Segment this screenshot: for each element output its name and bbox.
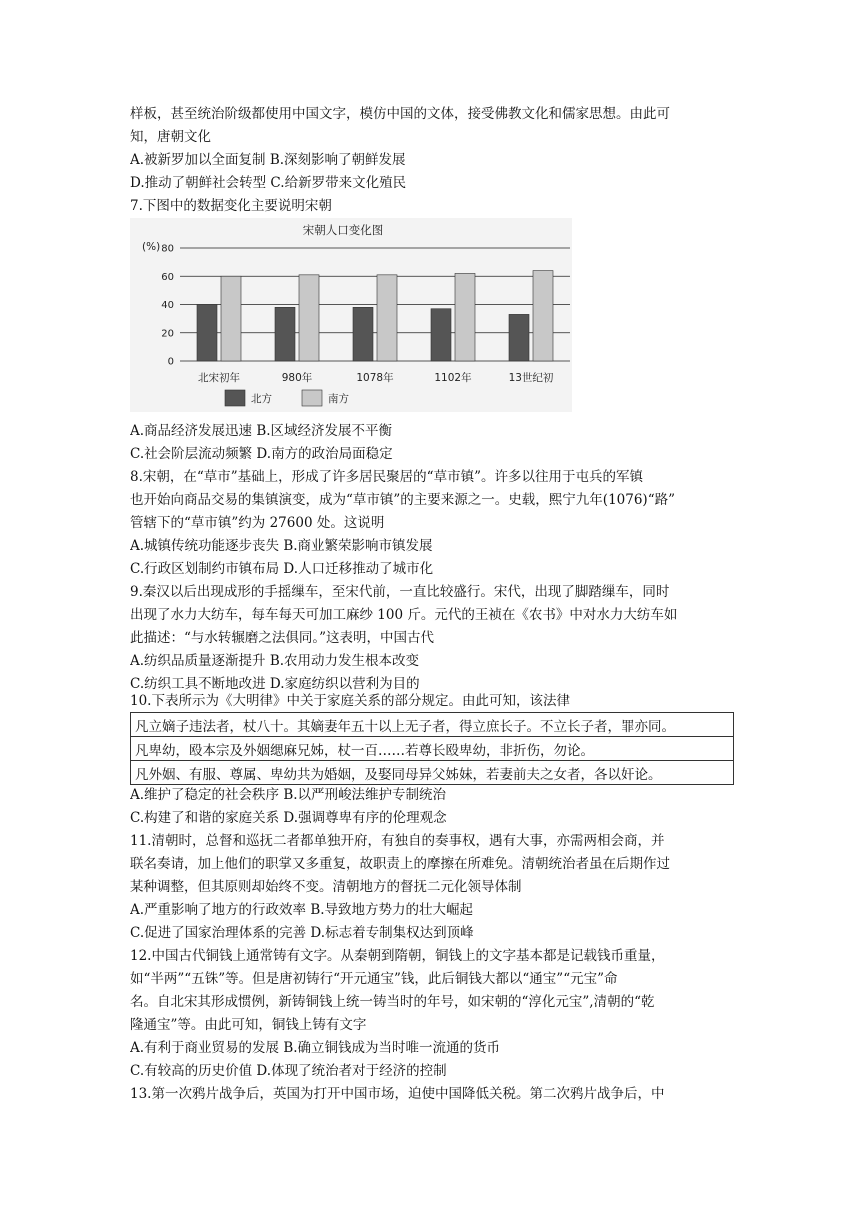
text-line: 此描述：“与水转辗磨之法俱同。”这表明，中国古代 xyxy=(130,630,435,646)
legend-swatch xyxy=(302,390,322,406)
legend-label: 南方 xyxy=(328,393,349,405)
table-cell: 凡卑幼，殴本宗及外姻缌麻兄姊，杖一百……若尊长殴卑幼，非折伤，勿论。 xyxy=(131,737,734,761)
bar-north xyxy=(197,305,217,362)
y-tick-label: 60 xyxy=(161,271,174,283)
table-row xyxy=(131,737,734,761)
bar-south xyxy=(377,275,397,361)
x-tick-label: 北宋初年 xyxy=(198,372,240,384)
text-line: 样板，甚至统治阶级都使用中国文字，模仿中国的文体，接受佛教文化和儒家思想。由此可 xyxy=(130,106,670,122)
text-line: 如“半两”“五铢”等。但是唐初铸行“开元通宝”钱，此后铜钱大都以“通宝”“元宝”命 xyxy=(130,971,618,987)
text-line: 管辖下的“草市镇”约为 27600 处。这说明 xyxy=(130,515,385,531)
table-row xyxy=(131,761,734,785)
bar-south xyxy=(533,271,553,361)
x-tick-label: 1078年 xyxy=(356,372,394,384)
chart-svg xyxy=(130,218,572,412)
option-line: C.促进了国家治理体系的完善 D.标志着专制集权达到顶峰 xyxy=(130,925,474,941)
y-tick-label: 80 xyxy=(161,243,174,255)
text-line: 知，唐朝文化 xyxy=(130,129,211,145)
bar-north xyxy=(353,307,373,361)
bar-south xyxy=(455,273,475,361)
option-line: C.行政区划制约市镇布局 D.人口迁移推动了城市化 xyxy=(130,561,434,577)
x-tick-label: 1102年 xyxy=(434,372,472,384)
question-7-stem: 7.下图中的数据变化主要说明宋朝 xyxy=(130,198,332,214)
text-line: 联名奏请，加上他们的职掌又多重复，故职责上的摩擦在所难免。清朝统治者虽在后期作过 xyxy=(130,856,670,872)
option-line: A.严重影响了地方的行政效率 B.导致地方势力的壮大崛起 xyxy=(130,902,474,918)
option-line: A.有利于商业贸易的发展 B.确立铜钱成为当时唯一流通的货币 xyxy=(130,1040,501,1056)
law-table xyxy=(130,712,734,785)
option-line: C.社会阶层流动频繁 D.南方的政治局面稳定 xyxy=(130,446,393,462)
chart-ylabel: (%) xyxy=(142,241,161,253)
option-line: A.纺织品质量逐渐提升 B.农用动力发生根本改变 xyxy=(130,653,420,669)
question-13-stem: 13.第一次鸦片战争后，英国为打开中国市场，迫使中国降低关税。第二次鸦片战争后，中 xyxy=(130,1086,665,1102)
text-line: 也开始向商品交易的集镇演变，成为“草市镇”的主要来源之一。史载，熙宁九年(1076)“路” xyxy=(130,492,675,508)
x-tick-label: 980年 xyxy=(281,372,313,384)
option-line: A.城镇传统功能逐步丧失 B.商业繁荣影响市镇发展 xyxy=(130,538,433,554)
bar-north xyxy=(275,307,295,361)
question-8-stem: 8.宋朝，在“草市”基础上，形成了许多居民聚居的“草市镇”。许多以往用于屯兵的军镇 xyxy=(130,469,643,485)
option-line: A.维护了稳定的社会秩序 B.以严刑峻法维护专制统治 xyxy=(130,787,447,803)
bar-south xyxy=(221,276,241,361)
table-cell: 凡立嫡子违法者，杖八十。其嫡妻年五十以上无子者，得立庶长子。不立长子者，罪亦同。 xyxy=(131,713,734,737)
chart-title: 宋朝人口变化图 xyxy=(302,223,384,237)
text-line: 隆通宝”等。由此可知，铜钱上铸有文字 xyxy=(130,1017,367,1033)
bar-north xyxy=(509,314,529,361)
text-line: 某种调整，但其原则却始终不变。清朝地方的督抚二元化领导体制 xyxy=(130,879,522,895)
question-12-stem: 12.中国古代铜钱上通常铸有文字。从秦朝到隋朝，铜钱上的文字基本都是记载钱币重量， xyxy=(130,948,665,964)
y-tick-label: 0 xyxy=(167,356,174,368)
x-tick-label: 13世纪初 xyxy=(508,372,554,384)
question-11-stem: 11.清朝时，总督和巡抚二者都单独开府，有独自的奏事权，遇有大事，亦需两相会商，并 xyxy=(130,833,665,849)
option-line: C.有较高的历史价值 D.体现了统治者对于经济的控制 xyxy=(130,1063,447,1079)
legend-swatch xyxy=(225,390,245,406)
population-bar-chart xyxy=(130,218,572,412)
option-line: D.推动了朝鲜社会转型 C.给新罗带来文化殖民 xyxy=(130,175,407,191)
option-line: A.被新罗加以全面复制 B.深刻影响了朝鲜发展 xyxy=(130,152,406,168)
question-9-stem: 9.秦汉以后出现成形的手摇缫车，至宋代前，一直比较盛行。宋代，出现了脚踏缫车，同时 xyxy=(130,584,670,600)
option-line: C.纺织工具不断地改进 D.家庭纺织以营利为目的 xyxy=(130,676,420,692)
option-line: C.构建了和谐的家庭关系 D.强调尊卑有序的伦理观念 xyxy=(130,810,447,826)
option-line: A.商品经济发展迅速 B.区域经济发展不平衡 xyxy=(130,423,393,439)
legend-label: 北方 xyxy=(251,393,272,405)
bar-north xyxy=(431,309,451,361)
bar-south xyxy=(299,275,319,361)
y-tick-label: 40 xyxy=(161,300,174,311)
text-line: 名。自北宋其形成惯例，新铸铜钱上统一铸当时的年号，如宋朝的“淳化元宝”,清朝的“乾 xyxy=(130,994,655,1010)
table-row xyxy=(131,713,734,737)
text-line: 出现了水力大纺车，每车每天可加工麻纱 100 斤。元代的王祯在《农书》中对水力大纺车如 xyxy=(130,607,678,623)
table-cell: 凡外姻、有服、尊属、卑幼共为婚姻，及娶同母异父姊妹，若妻前夫之女者，各以奸论。 xyxy=(131,761,734,785)
question-10-stem: 10.下表所示为《大明律》中关于家庭关系的部分规定。由此可知，该法律 xyxy=(130,693,570,709)
y-tick-label: 20 xyxy=(161,328,174,340)
